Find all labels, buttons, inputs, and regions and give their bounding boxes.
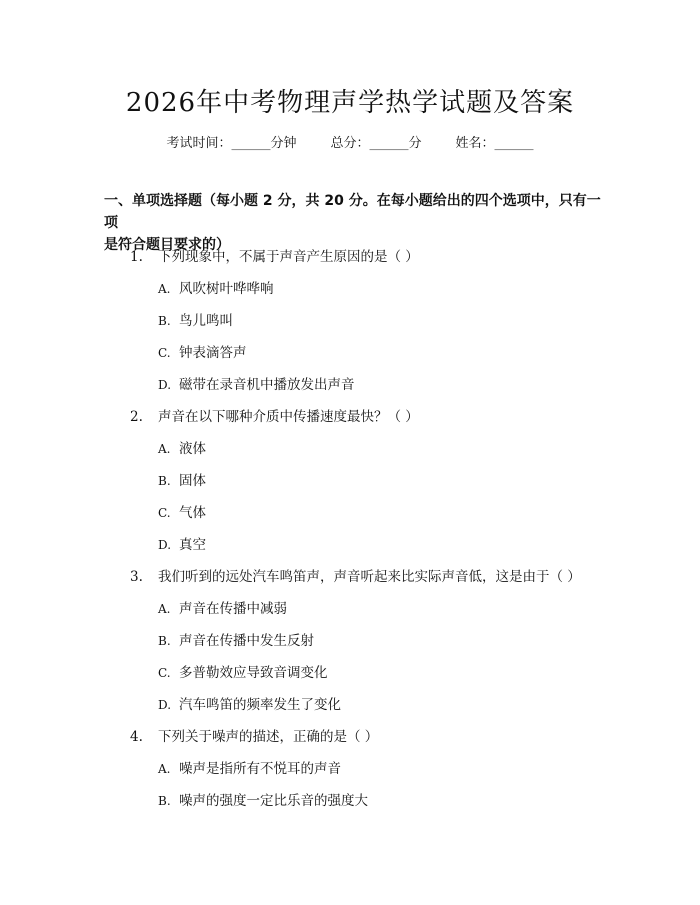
question-text: 下列关于噪声的描述，正确的是（ ） <box>158 729 379 745</box>
question-2-option-b <box>158 469 206 489</box>
option-text: 液体 <box>179 441 206 457</box>
section-heading-line-1: 一、单项选择题（每小题 2 分，共 20 分。在每小题给出的四个选项中，只有一项 <box>104 193 601 231</box>
option-letter: A. <box>158 762 171 776</box>
question-1-option-c <box>158 341 247 361</box>
option-text: 钟表滴答声 <box>179 345 247 361</box>
question-number: 4. <box>130 729 143 745</box>
question-number: 1. <box>130 249 143 265</box>
option-text: 汽车鸣笛的频率发生了变化 <box>179 697 341 713</box>
question-2-option-a <box>158 437 206 457</box>
student-name-field: 姓名：______ <box>455 136 534 151</box>
question-2-option-d <box>158 533 206 553</box>
option-text: 声音在传播中发生反射 <box>179 633 314 649</box>
option-text: 多普勒效应导致音调变化 <box>179 665 328 681</box>
question-3-option-b <box>158 629 314 649</box>
option-letter: C. <box>158 666 171 680</box>
option-text: 气体 <box>179 505 206 521</box>
question-4-option-b <box>158 789 368 809</box>
question-4 <box>130 725 378 745</box>
question-number: 2. <box>130 409 143 425</box>
option-letter: A. <box>158 282 171 296</box>
option-letter: A. <box>158 442 171 456</box>
option-text: 风吹树叶哗哗响 <box>179 281 274 297</box>
question-1-option-b <box>158 309 233 329</box>
option-letter: B. <box>158 474 171 488</box>
option-letter: B. <box>158 634 171 648</box>
total-score-field: 总分：______分 <box>330 136 422 151</box>
option-text: 磁带在录音机中播放发出声音 <box>179 377 355 393</box>
option-text: 噪声是指所有不悦耳的声音 <box>179 761 341 777</box>
option-letter: D. <box>158 698 172 712</box>
question-number: 3. <box>130 569 143 585</box>
question-text: 声音在以下哪种介质中传播速度最快？（ ） <box>158 409 419 425</box>
question-3-option-c <box>158 661 328 681</box>
question-3 <box>130 565 581 585</box>
question-3-option-a <box>158 597 287 617</box>
option-text: 固体 <box>179 473 206 489</box>
question-2-option-c <box>158 501 206 521</box>
question-3-option-d <box>158 693 341 713</box>
question-text: 我们听到的远处汽车鸣笛声，声音听起来比实际声音低，这是由于（ ） <box>158 569 581 585</box>
section-heading-line-2: 是符合题目要求的） <box>104 237 230 253</box>
question-1-option-a <box>158 277 274 297</box>
option-letter: D. <box>158 378 172 392</box>
question-text: 下列现象中，不属于声音产生原因的是（ ） <box>158 249 419 265</box>
option-text: 声音在传播中减弱 <box>179 601 287 617</box>
question-1-option-d <box>158 373 355 393</box>
option-letter: C. <box>158 346 171 360</box>
exam-info-line <box>0 132 700 151</box>
question-1 <box>130 245 419 265</box>
option-text: 鸟儿鸣叫 <box>179 313 233 329</box>
option-letter: D. <box>158 538 172 552</box>
option-letter: B. <box>158 794 171 808</box>
question-2 <box>130 405 419 425</box>
exam-time-field: 考试时间：______分钟 <box>166 136 297 151</box>
option-text: 噪声的强度一定比乐音的强度大 <box>179 793 368 809</box>
question-4-option-a <box>158 757 341 777</box>
option-text: 真空 <box>179 537 206 553</box>
option-letter: C. <box>158 506 171 520</box>
option-letter: B. <box>158 314 171 328</box>
option-letter: A. <box>158 602 171 616</box>
page-title: 2026年中考物理声学热学试题及答案 <box>125 88 575 118</box>
